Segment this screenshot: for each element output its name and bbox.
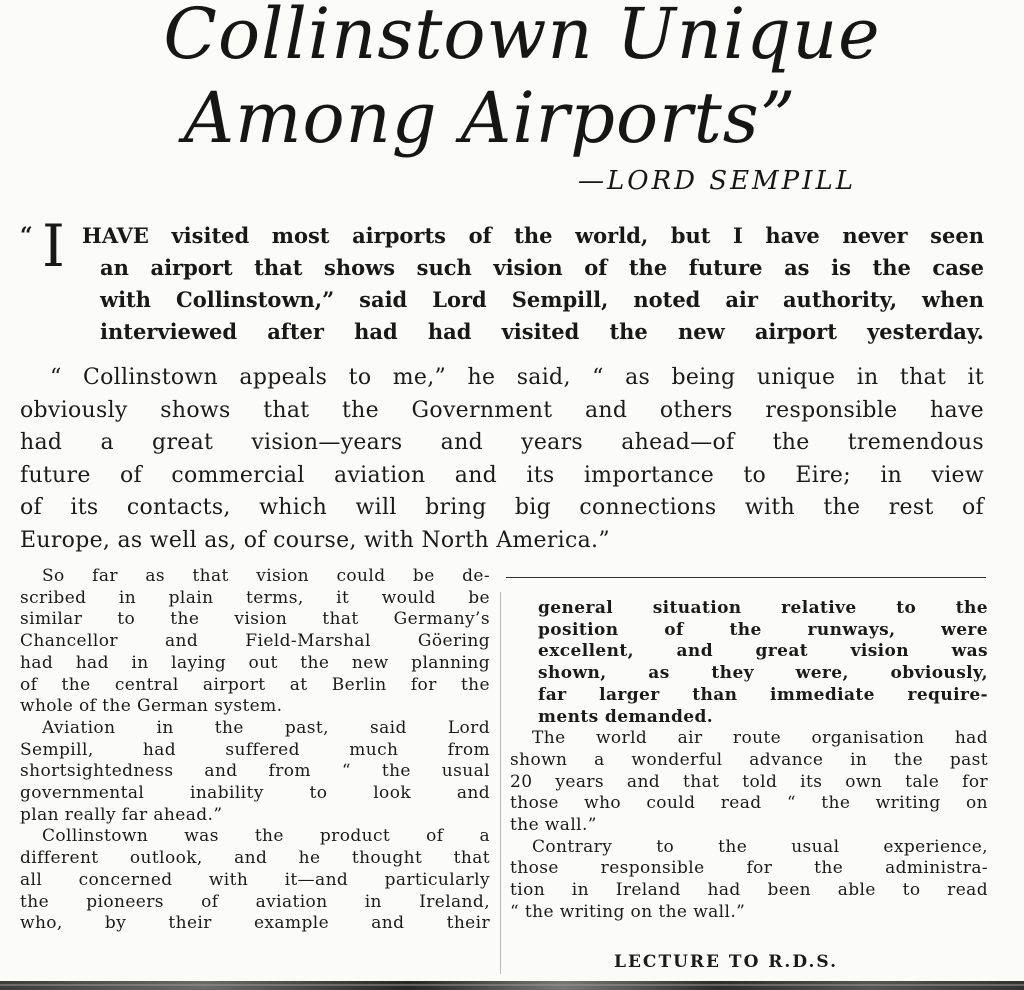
left-column (20, 566, 490, 935)
column-line: different outlook, and he thought that (20, 848, 490, 869)
column-line: Aviation in the past, said Lord (42, 717, 490, 738)
column-line: all concerned with it—and particularly (20, 869, 490, 890)
column-line: position of the runways, were (538, 619, 988, 640)
paragraph-line: future of commercial aviation and its importance to Eire; in view (20, 462, 984, 488)
column-line: shortsightedness and from “ the usual (20, 761, 490, 782)
column-line: those who could read “ the writing on (510, 793, 988, 814)
column-line: whole of the German system. (20, 696, 283, 717)
paragraph-line: “ Collinstown appeals to me,” he said, “ as being unique in that it (50, 365, 984, 390)
column-line: So far as that vision could be de- (42, 566, 490, 586)
paragraph-line: Europe, as well as, of course, with North America.” (20, 527, 610, 553)
lead-line: with Collinstown,” said Lord Sempill, noted air authority, when (100, 287, 984, 312)
column-rule (506, 577, 986, 578)
column-line: The world air route organisation had (532, 728, 988, 749)
paragraph-line: had a great vision—years and years ahead—of the tremendous (20, 430, 984, 456)
column-line: 20 years and that told its own tale for (510, 771, 988, 792)
right-column (510, 598, 988, 924)
column-line: the wall.” (510, 815, 597, 836)
column-line: those responsible for the administra- (510, 858, 988, 879)
lead-line: interviewed after had had visited the new airport yesterday. (100, 319, 984, 344)
column-divider (500, 592, 501, 974)
column-line: shown a wonderful advance in the past (510, 749, 988, 770)
column-line: general situation relative to the (538, 598, 988, 618)
headline-line-1: Collinstown Unique (163, 0, 881, 75)
column-line: “ the writing on the wall.” (510, 901, 746, 922)
column-line: plan really far ahead.” (20, 804, 223, 825)
column-line: Contrary to the usual experience, (532, 836, 988, 857)
column-line: far larger than immediate require- (538, 684, 988, 705)
column-line: Collinstown was the product of a (42, 826, 490, 847)
column-line: governmental inability to look and (20, 783, 490, 804)
drop-cap: I (42, 212, 65, 280)
paragraph-line: obviously shows that the Government and others responsible have (20, 397, 984, 423)
opening-quote-mark: “ (20, 223, 33, 249)
column-line: had had in laying out the new planning (20, 652, 490, 673)
column-line: ments demanded. (538, 706, 714, 727)
column-line: excellent, and great vision was (538, 641, 988, 662)
byline: —LORD SEMPILL (578, 166, 856, 196)
column-line: tion in Ireland had been able to read (510, 880, 988, 901)
paragraph-line: of its contacts, which will bring big connections with the rest of (20, 495, 984, 521)
headline-line-2: Among Airports” (183, 77, 797, 159)
column-line: Sempill, had suffered much from (20, 739, 490, 760)
column-line: similar to the vision that Germany’s (20, 609, 490, 630)
lead-paragraph (20, 212, 984, 348)
scan-edge-band (0, 981, 1024, 990)
column-line: of the central airport at Berlin for the (20, 674, 490, 695)
column-line: the pioneers of aviation in Ireland, (20, 891, 490, 912)
subheading: LECTURE TO R.D.S. (614, 952, 838, 972)
column-line: Chancellor and Field-Marshal Göering (20, 631, 490, 652)
column-line: who, by their example and their (20, 913, 490, 934)
lead-line: HAVE visited most airports of the world, but I have never seen (82, 223, 984, 248)
column-line: shown, as they were, obviously, (538, 663, 988, 684)
quote-paragraph (20, 362, 984, 558)
column-line: scribed in plain terms, it would be (20, 587, 490, 608)
lead-line: an airport that shows such vision of the future as is the case (100, 255, 984, 280)
